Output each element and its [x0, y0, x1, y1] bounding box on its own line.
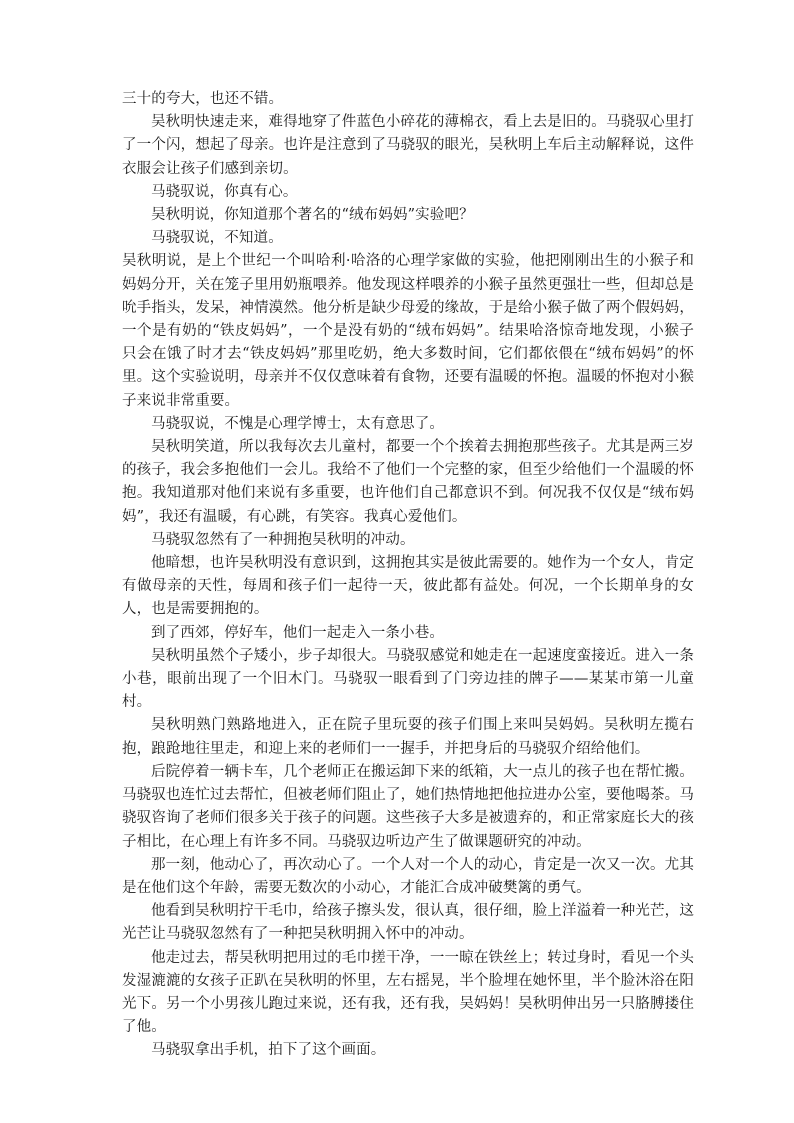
- document-page: [122, 88, 694, 1063]
- paragraph-9: 马骁驭忽然有了一种拥抱吴秋明的冲动。: [151, 531, 415, 548]
- paragraph-18: 马骁驭拿出手机，拍下了这个画面。: [151, 1042, 386, 1059]
- paragraph-7: 马骁驭说，不愧是心理学博士，太有意思了。: [151, 415, 444, 432]
- paragraph-4: 吴秋明说，你知道那个著名的“绒布妈妈”实验吧？: [151, 207, 474, 224]
- paragraph-16: 他看到吴秋明拧干毛巾，给孩子擦头发，很认真，很仔细，脸上洋溢着一种光芒，这光芒让马骁驭忽然有了一种把吴秋明拥入怀中的冲动。: [122, 903, 694, 943]
- paragraph-12: 吴秋明虽然个子矮小，步子却很大。马骁驭感觉和她走在一起速度蛮接近。进入一条小巷，眼前出现了一个旧木门。马骁驭一眼看到了门旁边挂的牌子——某某市第一儿童村。: [122, 647, 694, 711]
- paragraph-14: 后院停着一辆卡车，几个老师正在搬运卸下来的纸箱，大一点儿的孩子也在帮忙搬。马骁驭也连忙过去帮忙，但被老师们阻止了，她们热情地把他拉进办公室，要他喝茶。马骁驭咨询了老师们很多关于孩子的问题。这些孩子大多是被遗弃的，和正常家庭长大的孩子相比，在心理上有许多不同。马骁驭边听边产生了做课题研究的冲动。: [122, 763, 694, 850]
- paragraph-1: 三十的夸大，也还不错。: [122, 91, 284, 107]
- paragraph-2: 吴秋明快速走来，难得地穿了件蓝色小碎花的薄棉衣，看上去是旧的。马骁驭心里打了一个闪，想起了母亲。也许是注意到了马骁驭的眼光，吴秋明上车后主动解释说，这件衣服会让孩子们感到亲切。: [122, 114, 694, 177]
- paragraph-5: 马骁驭说，不知道。: [151, 230, 283, 247]
- paragraph-3: 马骁驭说，你真有心。: [151, 183, 298, 200]
- paragraph-11: 到了西郊，停好车，他们一起走入一条小巷。: [151, 624, 444, 641]
- paragraph-17: 他走过去，帮吴秋明把用过的毛巾搓干净，一一晾在铁丝上；转过身时，看见一个头发湿漉漉的女孩子正趴在吴秋明的怀里，左右摇晃，半个脸埋在她怀里，半个脸沐浴在阳光下。另一个小男孩儿跑过来说，还有我，还有我，吴妈妈！吴秋明伸出另一只胳膊搂住了他。: [122, 949, 694, 1036]
- paragraph-6: 吴秋明说，是上个世纪一个叫哈利·哈洛的心理学家做的实验，他把刚刚出生的小猴子和妈妈分开，关在笼子里用奶瓶喂养。他发现这样喂养的小猴子虽然更强壮一些，但却总是吮手指头，发呆，神情漠然。他分析是缺少母爱的缘故，于是给小猴子做了两个假妈妈，一个是有奶的“铁皮妈妈”，一个是没有奶的“绒布妈妈”。结果哈洛惊奇地发现，小猴子只会在饿了时才去“铁皮妈妈”那里吃奶，绝大多数时间，它们都依偎在“绒布妈妈”的怀里。这个实验说明，母亲并不仅仅意味着有食物，还要有温暖的怀抱。温暖的怀抱对小猴子来说非常重要。: [122, 253, 694, 409]
- paragraph-13: 吴秋明熟门熟路地进入，正在院子里玩耍的孩子们围上来叫吴妈妈。吴秋明左揽右抱，踉跄地往里走，和迎上来的老师们一一握手，并把身后的马骁驭介绍给他们。: [122, 717, 694, 757]
- paragraph-15: 那一刻，他动心了，再次动心了。一个人对一个人的动心，肯定是一次又一次。尤其是在他们这个年龄，需要无数次的小动心，才能汇合成冲破樊篱的勇气。: [122, 856, 694, 896]
- paragraph-8: 吴秋明笑道，所以我每次去儿童村，都要一个个挨着去拥抱那些孩子。尤其是两三岁的孩子，我会多抱他们一会儿。我给不了他们一个完整的家，但至少给他们一个温暖的怀抱。我知道那对他们来说有多重要，也许他们自己都意识不到。何况我不仅仅是“绒布妈妈”，我还有温暖，有心跳，有笑容。我真心爱他们。: [122, 439, 694, 525]
- paragraph-10: 他暗想，也许吴秋明没有意识到，这拥抱其实是彼此需要的。她作为一个女人，肯定有做母亲的天性，每周和孩子们一起待一天，彼此都有益处。何况，一个长期单身的女人，也是需要拥抱的。: [122, 555, 694, 618]
